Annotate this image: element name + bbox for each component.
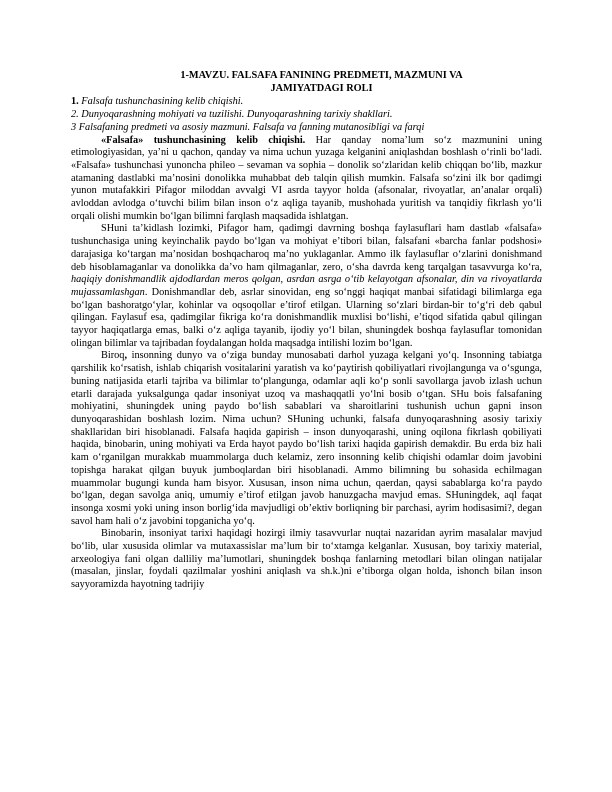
paragraph-4 — [71, 528, 542, 592]
paragraph-text: SHuni ta’kidlash lozimki, Pifagor ham, qadimgi davrning boshqa faylasuflari ham dastlab «falsafa» tushunchasiga uning keyinchalik paydo bo‘lgan va mohiyat e’tibori bilan, falsafani «barcha fanlar podshosi» darajasiga ko‘targan ma’nosidan boshqacharoq ma’no yuklaganlar. Ammo ilk faylasuflar o‘zlarini donishmand deb hisoblamaganlar va donolikka da’vo ham qilmaganlar, zero, o‘sha davrda keng tarqalgan tasavvurga ko‘ra, — [71, 223, 542, 273]
plan-item-text: 3 Falsafaning predmeti va asosiy mazmuni. Falsafa va fanning mutanosibligi va farqi — [71, 121, 425, 133]
paragraph-3 — [71, 350, 542, 528]
plan-item-text: Falsafa tushunchasining kelib chiqishi. — [78, 96, 244, 108]
document-page — [71, 70, 542, 592]
section-heading-inline: «Falsafa» tushunchasining kelib chiqishi. — [101, 134, 306, 146]
plan-item-3 — [71, 122, 542, 135]
title-line-1: 1-MAVZU. FALSAFA FANINING PREDMETI, MAZMUNI VA — [180, 70, 463, 81]
paragraph-bold-comma: , — [124, 350, 128, 362]
plan-item-2 — [71, 109, 542, 122]
page-title — [71, 70, 542, 95]
plan-item-1 — [71, 96, 542, 109]
paragraph-italic-text: haqiqiy donishmandlik ajdodlardan meros qolgan, asrdan asrga o‘tib kelayotgan afsonalar, din va rivoyatlarda mujassamlashgan — [71, 274, 542, 298]
paragraph-2 — [71, 223, 542, 350]
paragraph-text: Binobarin, insoniyat tarixi haqidagi hozirgi ilmiy tasavvurlar nuqtai nazaridan ayrim masalalar mavjud bo‘lib, ular xususida olimlar va mutaxassislar ma’lum bir to‘xtamga kelganlar. Xususan, boy tarixiy material, arxeologiya fani olgan dalliliy ma’lumotlari, shuningdek boshqa fanlarning metodlari bilan olingan natijalar (masalan, jinslar, foydali qazilmalar yoshini aniqlash va sh.k.)ni e’tiborga olgan holda, ishonch bilan inson sayyoramizda hayotning tadrijiy — [71, 528, 542, 591]
plan-item-text: 2. Dunyoqarashning mohiyati va tuzilishi. Dunyoqarashning tarixiy shakllari. — [71, 109, 393, 121]
plan-item-number: 1. — [71, 96, 79, 108]
paragraph-1 — [71, 135, 542, 224]
paragraph-text: Har qanday noma’lum so‘z mazmunini uning etimologiyasidan, ya’ni u qachon, qanday va nima uchun yuzaga kelganini aniqlashdan boshlash o‘rinli bo‘ladi. «Falsafa» tushunchasi yunoncha phileo – sevaman va sophia – donolik so‘zlaridan kelib chiqqan bo‘lib, mazkur atamaning dastlabki ma’nosini donolikka muhabbat deb talqin qilish mumkin. Falsafa so‘zini ilk bor qadimgi yunon mutafakkiri Pifagor miloddan avvalgi VI asrda tayyor holda (afsonalar, rivoyatlar, an’analar orqali) avloddan avlodga o‘tuvchi bilim bilan inson o‘z aqliga tayanib, mushohada yuritish va tanqidiy fikrlash yo‘li orqali olishi mumkin bo‘lgan bilimni farqlash maqsadida ishlatgan. — [71, 134, 542, 222]
paragraph-lead-word: Biroq — [101, 350, 125, 362]
paragraph-text: . Donishmandlar deb, asrlar sinovidan, eng so‘nggi haqiqat manbai sifatidagi bilimlarga ega bo‘lgan bashoratgo‘ylar, kohinlar va oqsoqollar e’tirof etilgan. Ularning so‘zlari birdan-bir to‘g‘ri deb qabul qilingan. Faylasuf esa, qadimgilar fikriga ko‘ra donishmandlik muxlisi bo‘lishi, e’tiqod sifatida qabul qilingan tayyor haqiqatlarga emas, balki o‘z aqliga tayanib, ijodiy yo‘l bilan, shuningdek boshqa faylasuflar tomonidan olingan bilimlar va tajribadan foydalangan holda maqsadga intilishi lozim bo‘lgan. — [71, 286, 542, 349]
paragraph-text: insonning dunyo va o‘ziga bunday munosabati darhol yuzaga kelgani yo‘q. Insonning tabiatga qarshilik ko‘rsatish, ishlab chiqarish vositalarini yaratish va ko‘paytirish qobiliyatlari rivojlangunga va o‘sgunga, buning natijasida etarli tajriba va bilimlar to‘plangunga, odamlar aqli ko‘p sonli savollarga javob izlash uchun etarli darajada yuksalgunga qadar insoniyat uzoq va mashaqqatli yo‘lni bosib o‘tgan. SHu bois falsafaning mohiyatini, shuningdek uning paydo bo‘lish sabablari va sharoitlarini tushunish uchun gapni inson dunyoqarashidan boshlash lozim. Nima uchun? SHuning uchunki, falsafa dunyoqarashning asosiy tarixiy shakllaridan biri hisoblanadi. Falsafa haqida gapirish – inson dunyoqarashi, uning oqilona fikrlash qobiliyati haqida, binobarin, uning mohiyati va Erda hayot paydo bo‘lish tarixi haqida gapirish demakdir. Bu erda biz hali kam o‘rganilgan murakkab muammolarga duch kelamiz, zero insonning kelib chiqishi odamlar doim javobini topishga harakat qilgan buyuk jumboqlardan biri hisoblanadi. Ammo bilimning bu sohasida echilmagan muammolar bugungi kunda ham bisyor. Xususan, inson nima uchun, qaerdan, qaysi sabablarga ko‘ra paydo bo‘lgan, degan savolga aniq, umumiy e’tirof etilgan javob hanuzgacha mavjud emas. SHuningdek, aql faqat insonga xosmi yoki uning inson borlig‘ida mavjudligi ob’ektiv borliqning bir parchasi, ayrim hodisasimi?, degan savol ham hali o‘z javobini topganicha yo‘q. — [71, 350, 542, 527]
title-line-2: JAMIYATDAGI ROLI — [270, 82, 373, 94]
